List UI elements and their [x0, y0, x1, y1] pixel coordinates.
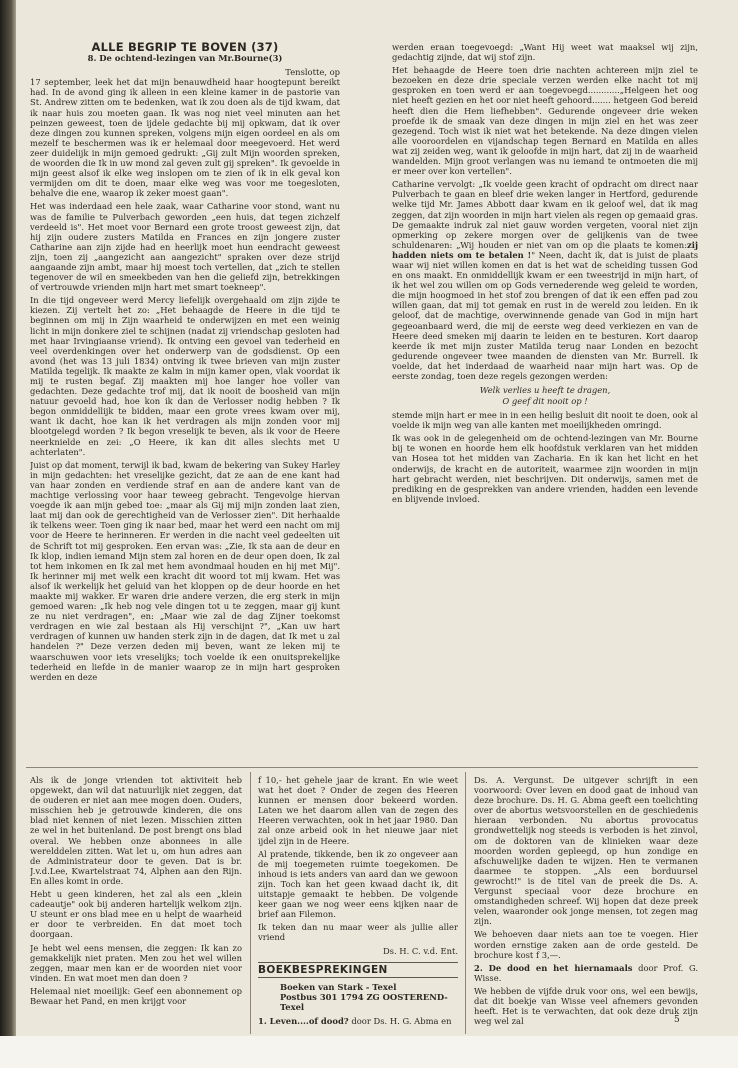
- hymn-line: O geef dit nooit op !: [502, 395, 588, 406]
- review-item: [258, 1016, 458, 1026]
- article-paragraph: In die tijd ongeveer werd Mercy liefelijk overgehaald om zijn zijde te kiezen. Zij vertelt het zo: „Het behaagde de Heere in die tijd te beginnen om mij in Zijn waarheid te onderwijzen en met een weinig licht in mijn donkere ziel te schijnen (nadat zij vriendschap gesloten had met haar Irvingiaanse vriend). Ik ontving een gevoel van tederheid en veel overdenkingen over het onderwerp van de godsdienst. Op een avond (het was 13 juli 1834) ontving ik twee brieven van mijn zuster Matilda tegelijk. Ik maakte ze kalm in mijn kamer open, vlak voordat ik mij te rusten begaf. Zij maakten mij hoe langer hoe voller van gedachten. Deze gedachte trof mij, dat ik nooit de boosheid van mijn natuur gevoeld had, hoe kon ik dan de Verlosser nodig hebben ? Ik begon onmiddellijk te bidden, maar een grote vrees kwam over mij, want ik dacht, hoe kan ik het verdragen als mijn zonden voor mij blootgelegd worden ? Ik begon vreselijk te beven, als ik voor de Heere neerknielde en zei: „O Heere, ik kan dit alles slechts met U achterlaten".: [30, 295, 340, 457]
- notice-paragraph: Je hebt wel eens mensen, die zeggen: Ik kan zo gemakkelijk niet praten. Men zou het wel willen zeggen, maar men kan er de woorden niet voor vinden. En wat moet men dan doen ?: [30, 942, 242, 983]
- publisher-line: Postbus 301 1794 ZG OOSTEREND-: [280, 991, 448, 1002]
- notice-paragraph: Ik teken dan nu maar weer als jullie aller vriend: [258, 922, 458, 943]
- article-paragraph: stemde mijn hart er mee in in een heilig besluit dit nooit te doen, ook al voelde ik mijn weg van alle kanten met moeilijkheden omringd.: [392, 410, 698, 431]
- review-paragraph: Ds. A. Vergunst. De uitgever schrijft in een voorwoord: Over leven en dood gaat de inhoud van deze brochure. Ds. H. G. Abma geeft een toelichting over de abortus wetsvoorstellen en de geschiedenis hieraan verbonden. Nu abortus provocatus grondwettelijk nog steeds is verboden is het zinvol, om de doktoren van de klinieken waar deze moorden worden gepleegd, op hun zondige en afschuwelijke daden te wijzen. Hen te vermanen daarmee te stoppen. „Als een borduursel gewrocht!" is de titel van de preek die Ds. A. Vergunst speciaal voor deze brochure en omstandigheden schreef. Wij hopen dat deze preek velen, waaronder ook jonge mensen, tot zegen mag zijn.: [474, 775, 698, 927]
- article-paragraph: Het behaagde de Heere toen drie nachten achtereen mijn ziel te bezoeken en deze drie speciale verzen werden elke nacht tot mij gesproken en toen werd er aan toegevoegd............„Helgeen het oog niet heeft gezien en het oor niet heeft gehoord....... hetgeen God bereid heeft dien die Hem liefhebben". Gedurende ongeveer drie weken proefde ik de smaak van deze dingen in mijn ziel en het was zeer gezegend. Toch wist ik niet wat het betekende. Na deze dingen vielen alle vooroordelen en vijandschap tegen Bernard en Matilda en alles wat zij zeiden weg, want ik geloofde in mijn hart, dat zij in de waarheid wandelden. Mijn groot verlangen was nu iemand te ontmoeten die mij er meer over kon vertellen".: [392, 65, 698, 177]
- review-text: door Ds. H. G. Abma en: [348, 1015, 452, 1026]
- review-text: door Prof. G. Wisse.: [474, 962, 698, 983]
- article-right-column: [392, 42, 698, 764]
- review-title: 1. Leven....of dood?: [258, 1015, 349, 1026]
- author-signature: Ds. H. C. v.d. Ent.: [382, 945, 458, 956]
- notice-paragraph: Al pratende, tikkende, ben ik zo ongeveer aan de mij toegemeten ruimte toegekomen. De inhoud is iets anders van aard dan we gewoon zijn. Toch kan het geen kwaad dacht ik, dit uitstapje gemaakt te hebben. De volgende keer gaan we nog weer eens kijken naar de brief aan Filemon.: [258, 848, 458, 920]
- article-paragraph: [392, 179, 698, 381]
- reviews-column-3: [474, 775, 698, 1037]
- article-text: Catharine vervolgt: „Ik voelde geen kracht of opdracht om direct naar Pulverbach te gaan en bleef drie weken langer in Hertford, gedurende welke tijd Mr. James Abbott daar kwam en ik geloof wel, dat ik mag zeggen, dat zijn woorden in mijn hart vielen als regen op gemaaid gras. De gemaakte indruk zal niet gauw worden vergeten, vooral niet zijn opmerking op zekere morgen over de gelijkenis van de twee schuldenaren: „Wij houden er niet van om op die plaats te komen:: [392, 179, 698, 250]
- article-paragraph: werden eraan toegevoegd: „Want Hij weet wat maaksel wij zijn, gedachtig zijnde, dat wij stof zijn.: [392, 42, 698, 63]
- article-paragraph: 17 september, leek het dat mijn benauwdheid haar hoogtepunt bereikt had. In de avond ging ik alleen in een kleine kamer in de pastorie van St. Andrew zitten om te bedenken, wat ik zou doen als de tijd kwam, dat ik naar huis zou moeten gaan. Ik was nog niet veel minuten aan het peinzen geweest, toen de ijdele gedachte bij mij opkwam, dat ik over deze dingen zou kunnen spreken, volgens mijn eigen oordeel en als om mezelf te beschermen was ik er helemaal door meegevoerd. Het werd zeer duidelijk in mijn gemoed gedrukt: „Gij zult Mijn woorden spreken, de woorden die Ik in uw mond zal geven zult gij spreken". Ik gevoelde in mijn geest alsof ik elke weg inslopen om te zien of ik in elk geval kon vermijden om dit te doen, maar elke weg was voor me toegesloten, behalve die ene, waarop ik zeker moest gaan".: [30, 77, 340, 199]
- article-title: ALLE BEGRIP TE BOVEN (37): [91, 42, 279, 54]
- section-divider: [26, 767, 698, 768]
- hymn-quote: [392, 385, 698, 406]
- article-dateline: Tenslotte, op: [285, 67, 340, 78]
- column-divider: [465, 772, 466, 1034]
- article-paragraph: Ik was ook in de gelegenheid om de ochtend-lezingen van Mr. Bourne bij te wonen en hoorde hem elk hoofdstuk verklaren van het midden van Hosea tot het midden van Zacharia. En ik kan het licht en het onderwijs, de kracht en de autoriteit, waarmee zijn woorden in mijn hart gebracht werden, niet beschrijven. Dit onderwijs, samen met de prediking en de gesprekken van andere vrienden, hadden een levende en blijvende invloed.: [392, 433, 698, 504]
- notice-paragraph: Helemaal niet moeilijk: Geef een abonnement op Bewaar het Pand, en men krijgt voor: [30, 985, 242, 1006]
- book-spine: [0, 0, 16, 1040]
- notice-paragraph: Als ik de jonge vrienden tot aktiviteit heb opgewekt, dan wil dat natuurlijk niet zeggen, dat de ouderen er niet aan mee mogen doen. Ouders, misschien heb je getrouwde kinderen, die ons blad niet kennen of niet lezen. Misschien zitten ze wel in het buitenland. De post brengt ons blad overal. We hebben onze abonnees in alle werelddelen zitten. Wat let u, om hun adres aan de Administrateur door te geven. Dat is br. J.v.d.Lee, Kwartelstraat 74, Alphen aan den Rijn. En alles komt in orde.: [30, 775, 242, 886]
- article-paragraph: Het was inderdaad een hele zaak, waar Catharine voor stond, want nu was de familie te Pulverbach geworden „een huis, dat tegen zichzelf verdeeld is". Het moet voor Bernard een grote troost geweest zijn, dat hij zijn oudere zusters Matilda en Frances en zijn jongere zuster Catharine aan zijn zijde had en heerlijk moet hun eendracht geweest zijn, toen zij „aangezicht aan aangezicht" spraken over deze strijd aangaande zijn ambt, maar hij moest toch vertellen, dat „zich te stellen tegenover de wil en smeekbeden van hen die geliefd zijn, betrekkingen of vertrouwde vrienden mijn hart met smart toekneep".: [30, 201, 340, 293]
- emphasis-text: zij hadden niets om te betalen !: [392, 239, 698, 260]
- hymn-line: Welk verlies u heeft te dragen,: [479, 385, 611, 396]
- review-item: [474, 963, 698, 983]
- review-title: 2. De dood en het hiernamaals: [474, 962, 633, 973]
- notice-paragraph: f 10,- het gehele jaar de krant. En wie weet wat het doet ? Onder de zegen des Heeren kunnen er mensen door bekeerd worden. Laten we het daarom allen van de zegen des Heeren verwachten, ook in het jaar 1980. Dan zal onze arbeid ook in het nieuwe jaar niet ijdel zijn in de Heere.: [258, 775, 458, 846]
- article-left-column: [30, 42, 340, 764]
- notice-column-2: [258, 775, 458, 1037]
- article-subtitle: 8. De ochtend-lezingen van Mr.Bourne(3): [87, 53, 283, 64]
- review-paragraph: We hebben de vijfde druk voor ons, wel een bewijs, dat dit boekje van Wisse veel afnemers gevonden heeft. Het is te verwachten, dat ook deze druk zijn weg wel zal: [474, 985, 698, 1027]
- article-paragraph: Juist op dat moment, terwijl ik bad, kwam de bekering van Sukey Harley in mijn gedachten: het vreselijke gezicht, dat ze aan de ene kant had van haar zonden en verdiende straf en aan de andere kant van de machtige verlossing voor haar teweeg gebracht. Tengevolge hiervan voegde ik aan mijn gebed toe: „maar als Gij mij mijn zonden laat zien, laat mij dan ook de gerechtigheid van de Verlosser zien". Dit herhaalde ik telkens weer. Toen ging ik naar bed, maar het werd een nacht om mij voor de Heere te herinneren. Er werden in die nacht veel gedeelten uit de Schrift tot mij gesproken. Een ervan was: „Zie, Ik sta aan de deur en Ik klop, indien iemand Mijn stem zal horen en de deur open doen, Ik zal tot hem inkomen en Ik zal met hem avondmaal houden en hij met Mij". Ik herinner mij met welk een kracht dit woord tot mij kwam. Het was alsof ik werkelijk het geluid van het kloppen op de deur hoorde en het maakte mij wakker. Er waren drie andere verzen, die erg sterk in mijn gemoed waren: „Ik heb nog vele dingen tot u te zeggen, maar gij kunt ze nu niet verdragen", en: „Maar wie zal de dag Zijner toekomst verdragen en wie zal bestaan als Hij verschijnt ?", „Kan uw hart verdragen of kunnen uw handen sterk zijn in de dagen, dat Ik met u zal handelen ?" Deze verzen deden mij beven, want ze leken mij te waarschuwen voor iets vreselijks; toch voelde ik een onuitsprekelijke tederheid en liefde in de manier waarop ze in mijn hart gesproken werden en deze: [30, 459, 340, 682]
- page-number: 5: [674, 1015, 680, 1025]
- notice-paragraph: Hebt u geen kinderen, het zal als een „klein cadeautje" ook bij anderen hartelijk welkom zijn. U steunt er ons blad mee en u helpt de waarheid er door te verbreiden. En dat moet toch doorgaan.: [30, 889, 242, 940]
- notice-column-1: [30, 775, 242, 1037]
- column-divider: [250, 772, 251, 1034]
- reviews-heading: BOEKBESPREKINGEN: [258, 962, 458, 978]
- article-text: " Neen, dacht ik, dat is juist de plaats waar wij niet willen komen en dat is het wat de scheiding tussen God en ons maakt. En onmiddellijk kwam er een tweestrijd in mijn hart, of ik het wel zou willen om op Gods vernederende weg geleid te worden, die mijn hoogmoed in het stof zou brengen of dat ik een effen pad zou willen gaan, dat mij tot gemak en rust in de wereld zou leiden. En ik geloof, dat de machtige, overwinnende genade van God in mijn hart gegeoanbaard werd, die mij de eerste weg deed verkiezen en van de Heere deed smeken mij daarin te leiden en te besturen. Kort daarop keerde ik met mijn zuster Matilda terug naar Londen en bezocht gedurende ongeveer twee maanden de diensten van Mr. Burrell. Ik voelde, dat het inderdaad de waarheid naar mijn hart was. Op de eerste zondag, toen deze regels gezongen werden:: [392, 249, 698, 381]
- publisher-line: Boeken van Stark - Texel: [280, 981, 397, 992]
- review-paragraph: We behoeven daar niets aan toe te voegen. Hier worden ernstige zaken aan de orde gesteld. De brochure kost f 3,—.: [474, 929, 698, 960]
- publisher-line: Texel: [280, 1001, 305, 1012]
- page-bottom-margin: [0, 1036, 738, 1068]
